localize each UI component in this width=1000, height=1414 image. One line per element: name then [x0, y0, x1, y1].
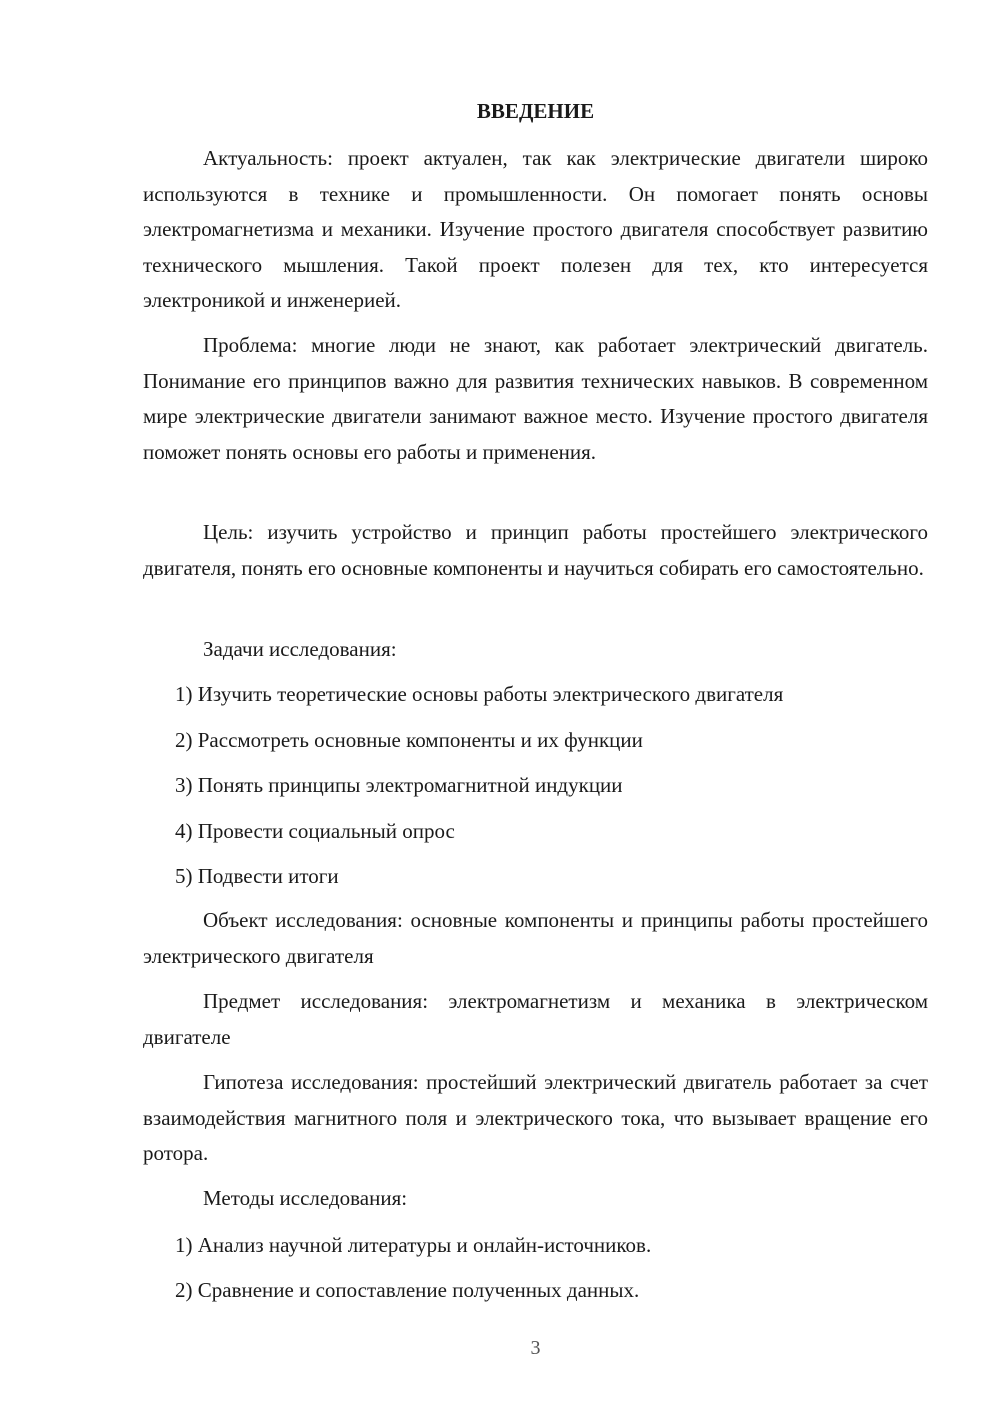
section-heading: ВВЕДЕНИЕ — [476, 99, 595, 123]
list-item: 2) Рассмотреть основные компоненты и их функции — [175, 728, 643, 752]
goal-paragraph: Цель: изучить устройство и принцип работы простейшего электрического двигателя, понять его основные компоненты и научиться собирать его самостоятельно. — [143, 520, 928, 580]
list-item: 3) Понять принципы электромагнитной индукции — [175, 773, 623, 797]
hypothesis-paragraph: Гипотеза исследования: простейший электрический двигатель работает за счет взаимодействия магнитного поля и электрического тока, что вызывает вращение его ротора. — [143, 1070, 928, 1165]
relevance-paragraph: Актуальность: проект актуален, так как электрические двигатели широко используются в технике и промышленности. Он помогает понять основы электромагнетизма и механики. Изучение простого двигателя способствует развитию технического мышления. Такой проект полезен для тех, кто интересуется электроникой и инженерией. — [143, 146, 928, 312]
subject-paragraph: Предмет исследования: электромагнетизм и механика в электрическом двигателе — [143, 989, 928, 1049]
list-item: 5) Подвести итоги — [175, 864, 339, 888]
list-item: 2) Сравнение и сопоставление полученных данных. — [175, 1278, 640, 1302]
list-item: 1) Анализ научной литературы и онлайн-источников. — [175, 1233, 652, 1257]
page-number: 3 — [530, 1337, 541, 1359]
problem-paragraph: Проблема: многие люди не знают, как работает электрический двигатель. Понимание его принципов важно для развития технических навыков. В современном мире электрические двигатели занимают важное место. Изучение простого двигателя поможет понять основы его работы и применения. — [143, 333, 928, 464]
object-paragraph: Объект исследования: основные компоненты и принципы работы простейшего электрического двигателя — [143, 908, 928, 968]
tasks-title: Задачи исследования: — [203, 637, 397, 661]
list-item: 1) Изучить теоретические основы работы электрического двигателя — [175, 682, 784, 706]
list-item: 4) Провести социальный опрос — [175, 819, 455, 843]
methods-title: Методы исследования: — [203, 1186, 408, 1210]
